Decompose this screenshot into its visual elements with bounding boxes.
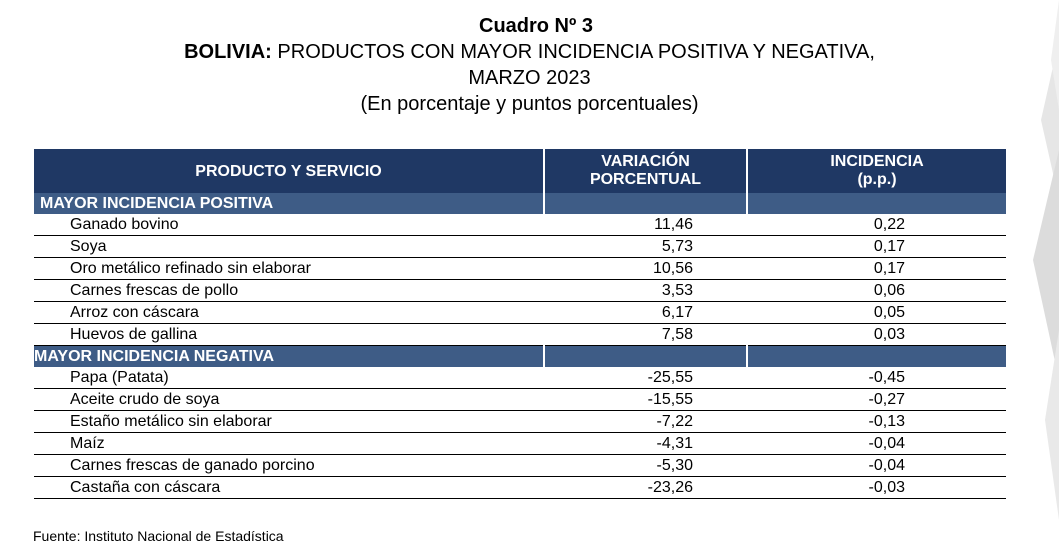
- header-incidence-line1: INCIDENCIA: [830, 153, 924, 170]
- header-variation-line2: PORCENTUAL: [589, 171, 702, 188]
- table-row: [34, 280, 1006, 302]
- table-row: [34, 258, 1006, 280]
- section-label: MAYOR INCIDENCIA NEGATIVA: [34, 347, 275, 365]
- cell-incidence: 0,17: [747, 236, 1006, 258]
- cell-incidence: -0,04: [747, 455, 1006, 477]
- table-row: [34, 302, 1006, 324]
- cell-variation: -23,26: [544, 477, 747, 499]
- section-row-negative: [34, 346, 1006, 368]
- cell-variation: -4,31: [544, 433, 747, 455]
- table-row: [34, 367, 1006, 389]
- cell-variation: -25,55: [544, 367, 747, 389]
- cell-variation: -7,22: [544, 411, 747, 433]
- cell-product: Arroz con cáscara: [34, 302, 544, 324]
- table-row: [34, 214, 1006, 236]
- cell-product: Carnes frescas de pollo: [34, 280, 544, 302]
- cell-variation: 7,58: [544, 324, 747, 346]
- header-product: PRODUCTO Y SERVICIO: [34, 149, 544, 193]
- cell-product: Maíz: [34, 433, 544, 455]
- cell-product: Castaña con cáscara: [34, 477, 544, 499]
- cell-product: Carnes frescas de ganado porcino: [34, 455, 544, 477]
- cell-variation: -5,30: [544, 455, 747, 477]
- cell-variation: 3,53: [544, 280, 747, 302]
- table-row: [34, 236, 1006, 258]
- table-row: [34, 433, 1006, 455]
- table-title: [0, 39, 1059, 65]
- header-incidence: [747, 149, 1006, 193]
- cell-product: Ganado bovino: [34, 214, 544, 236]
- table-row: [34, 411, 1006, 433]
- table-row: [34, 455, 1006, 477]
- cell-variation: 10,56: [544, 258, 747, 280]
- cell-product: Papa (Patata): [34, 367, 544, 389]
- cell-variation: 6,17: [544, 302, 747, 324]
- section-row-positive: [34, 193, 1006, 214]
- cell-product: Oro metálico refinado sin elaborar: [34, 258, 544, 280]
- source-note: Fuente: Instituto Nacional de Estadística: [33, 528, 284, 544]
- header-variation: [544, 149, 747, 193]
- cell-incidence: 0,06: [747, 280, 1006, 302]
- cell-product: Aceite crudo de soya: [34, 389, 544, 411]
- header-incidence-line2: (p.p.): [857, 171, 897, 188]
- cell-incidence: -0,45: [747, 367, 1006, 389]
- header-variation-line1: VARIACIÓN: [601, 153, 690, 170]
- cell-product: Estaño metálico sin elaborar: [34, 411, 544, 433]
- title-period: MARZO 2023: [468, 67, 591, 89]
- cell-incidence: -0,13: [747, 411, 1006, 433]
- cell-incidence: 0,22: [747, 214, 1006, 236]
- cell-incidence: -0,04: [747, 433, 1006, 455]
- cell-incidence: 0,03: [747, 324, 1006, 346]
- incidence-table: [34, 149, 1006, 499]
- cell-variation: 11,46: [544, 214, 747, 236]
- table-row: [34, 324, 1006, 346]
- table-header-row: [34, 149, 1006, 193]
- table-row: [34, 389, 1006, 411]
- table-number: Cuadro Nº 3: [479, 15, 593, 37]
- section-label: MAYOR INCIDENCIA POSITIVA: [40, 194, 274, 212]
- cell-incidence: 0,17: [747, 258, 1006, 280]
- cell-incidence: -0,27: [747, 389, 1006, 411]
- title-units: (En porcentaje y puntos porcentuales): [360, 93, 699, 115]
- cell-incidence: -0,03: [747, 477, 1006, 499]
- title-block: [0, 13, 1059, 117]
- cell-incidence: 0,05: [747, 302, 1006, 324]
- title-text: PRODUCTOS CON MAYOR INCIDENCIA POSITIVA Y NEGATIVA,: [277, 41, 875, 63]
- cell-product: Huevos de gallina: [34, 324, 544, 346]
- cell-variation: -15,55: [544, 389, 747, 411]
- title-country: BOLIVIA:: [184, 41, 272, 63]
- cell-product: Soya: [34, 236, 544, 258]
- table-row: [34, 477, 1006, 499]
- cell-variation: 5,73: [544, 236, 747, 258]
